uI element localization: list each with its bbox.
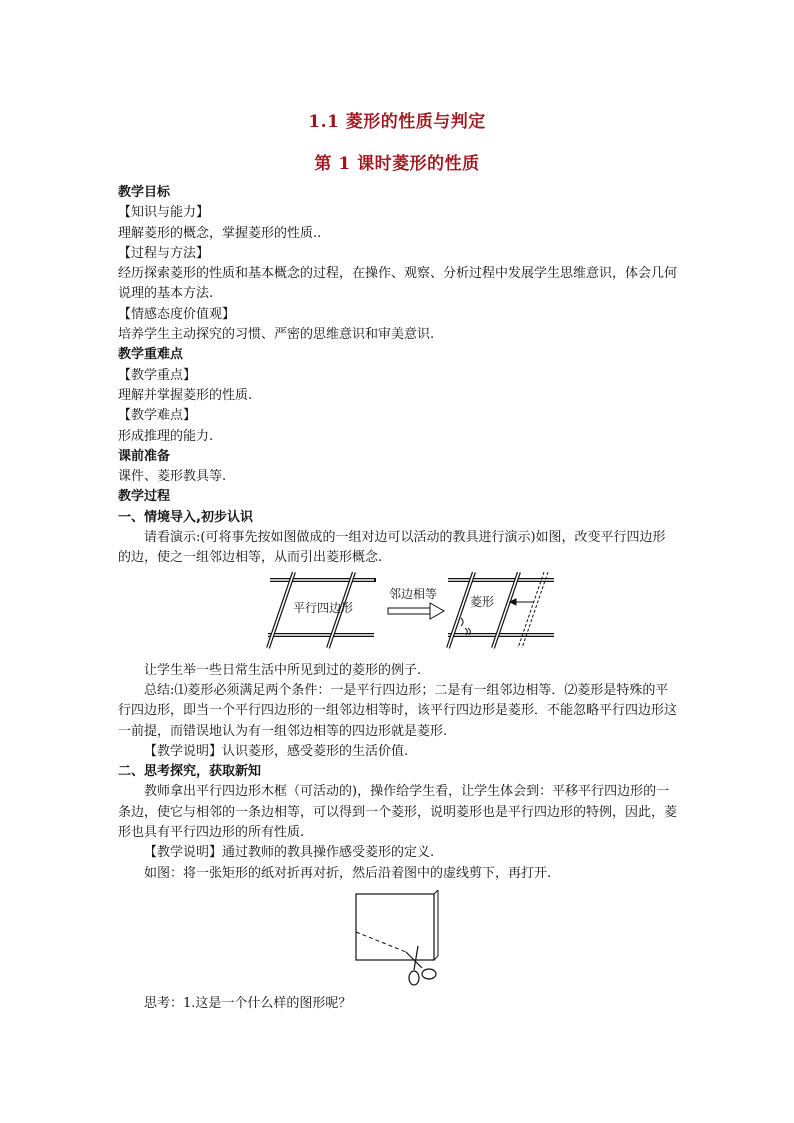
- knowledge-label: 【知识与能力】: [118, 205, 210, 221]
- difficulty-label: 【教学难点】: [118, 408, 197, 424]
- section2-paragraph1: 教师拿出平行四边形木框（可活动的)，操作给学生看，让学生体会到：平移平行四边形的一条边，使它与相邻的一条边相等，可以得到一个菱形，说明菱形也是平行四边形的特例，因此，菱形也具有平行四边形的所有性质.: [118, 784, 678, 841]
- rhombus-label: 菱形: [470, 594, 495, 609]
- doc-body: [118, 183, 678, 1014]
- scissors-icon: [406, 946, 436, 985]
- arrow-label: 邻边相等: [389, 586, 438, 601]
- section2-note: 【教学说明】通过教师的教具操作感受菱形的定义.: [144, 845, 435, 861]
- section2-question1: 思考：1.这是一个什么样的图形呢？: [144, 995, 352, 1011]
- figure-parallelogram-rhombus: [118, 572, 678, 658]
- parallelogram-to-rhombus-figure: [118, 572, 678, 658]
- difficulty-text: 形成推理的能力.: [118, 428, 214, 444]
- process-method-label: 【过程与方法】: [118, 245, 210, 261]
- prep-heading: 课前准备: [118, 448, 171, 464]
- emotion-text: 培养学生主动探究的习惯、严密的思维意识和审美意识.: [118, 327, 435, 343]
- section1-paragraph1: 请看演示:(可将事先按如图做成的一组对边可以活动的教具进行演示)如图，改变平行四边形的边，使之一组邻边相等，从而引出菱形概念.: [118, 530, 666, 566]
- paper-folding-figure: [118, 890, 678, 990]
- arrow-icon: [388, 603, 444, 619]
- knowledge-text: 理解菱形的概念，掌握菱形的性质..: [118, 225, 322, 241]
- section2-paragraph2: 如图：将一张矩形的纸对折再对折，然后沿着图中的虚线剪下，再打开.: [144, 865, 552, 881]
- doc-subtitle: 第 1 课时菱形的性质: [314, 154, 480, 174]
- section2-heading: 二、思考探究，获取新知: [118, 764, 262, 780]
- doc-title: 1.1 菱形的性质与判定: [308, 112, 486, 132]
- section1-summary: 总结:⑴菱形必须满足两个条件：一是平行四边形；二是有一组邻边相等．⑵菱形是特殊的平行四边形，即当一个平行四边形的一组邻边相等时，该平行四边形是菱形．不能忽略平行四边形这一前提，而错误地认为有一组邻边相等的四边形就是菱形.: [118, 682, 678, 739]
- process-method-text: 经历探索菱形的性质和基本概念的过程，在操作、观察、分析过程中发展学生思维意识，体会几何说理的基本方法.: [118, 266, 678, 302]
- emotion-label: 【情感态度价值观】: [118, 306, 236, 322]
- section1-note: 【教学说明】认识菱形，感受菱形的生活价值.: [144, 743, 409, 759]
- folded-paper-diagram: [118, 890, 678, 990]
- focus-text: 理解并掌握菱形的性质.: [118, 387, 253, 403]
- section1-heading: 一、情境导入,初步认识: [118, 509, 253, 525]
- prep-text: 课件、菱形教具等.: [118, 469, 227, 485]
- parallelogram-label: 平行四边形: [293, 600, 354, 615]
- process-heading: 教学过程: [118, 489, 171, 505]
- rhombus-diagram: [448, 572, 554, 648]
- section1-paragraph2: 让学生举一些日常生活中所见到过的菱形的例子.: [144, 662, 422, 678]
- goals-heading: 教学目标: [118, 185, 171, 200]
- focus-label: 【教学重点】: [118, 367, 197, 383]
- keypoints-heading: 教学重难点: [118, 347, 184, 363]
